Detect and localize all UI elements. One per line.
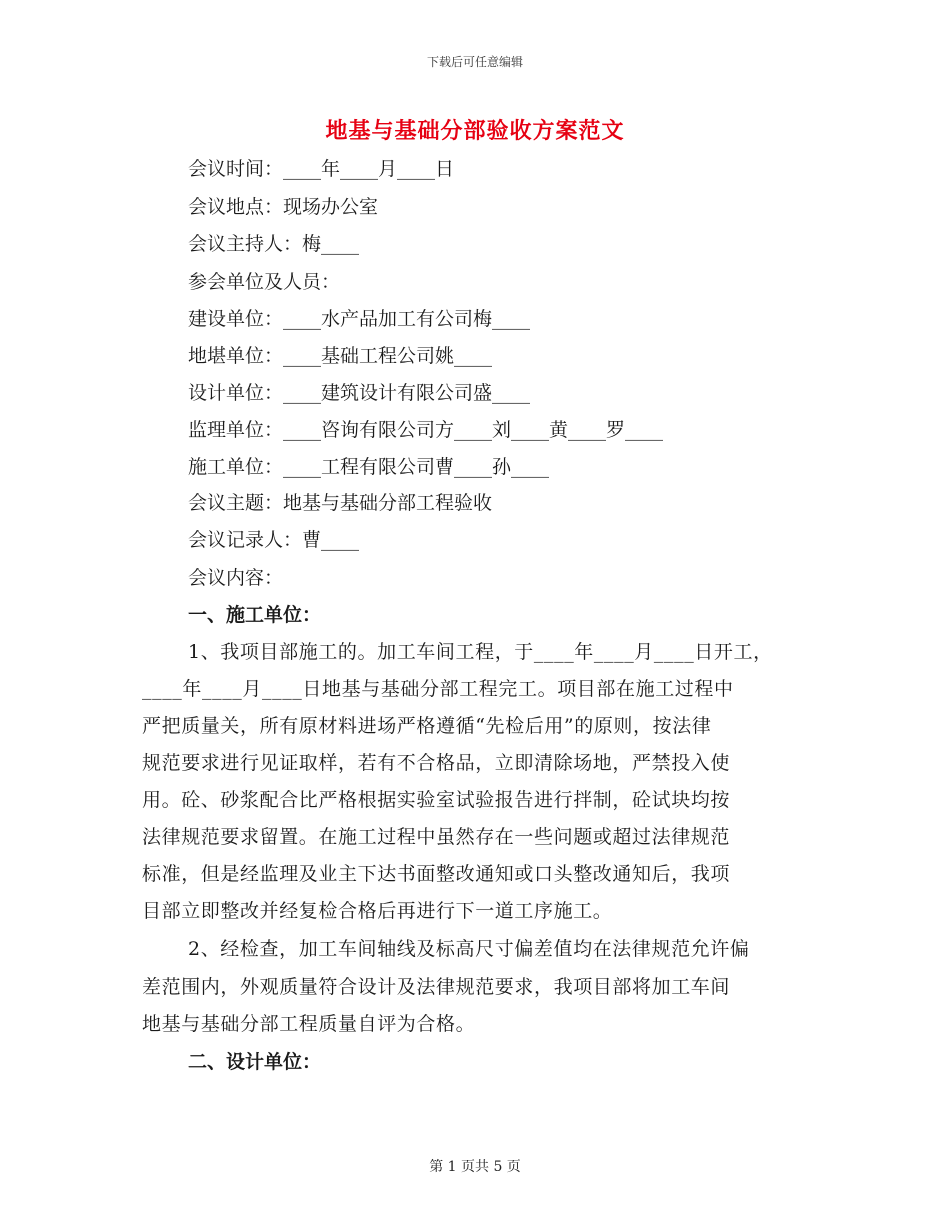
document-title: 地基与基础分部验收方案范文 — [325, 118, 625, 144]
section-heading-construction: 一、施工单位： — [188, 604, 322, 626]
section-heading-design: 二、设计单位： — [188, 1051, 322, 1073]
paragraph-line: 目部立即整改并经复检合格后再进行下一道工序施工。 — [142, 900, 613, 922]
paragraph-line: 用。砼、砂浆配合比严格根据实验室试验报告进行拌制，砼试块均按 — [142, 789, 731, 811]
meeting-time: 会议时间：____年____月____日 — [188, 158, 455, 180]
meeting-topic: 会议主题：地基与基础分部工程验收 — [188, 492, 493, 514]
paragraph-line: 地基与基础分部工程质量自评为合格。 — [142, 1013, 476, 1035]
paragraph-line: ____年____月____日地基与基础分部工程完工。项目部在施工过程中 — [142, 678, 734, 700]
paragraph-line: 1、我项目部施工的。加工车间工程，于____年____月____日开工， — [188, 641, 773, 663]
header-note: 下载后可任意编辑 — [426, 55, 523, 69]
page-number: 第 1 页共 5 页 — [429, 1159, 521, 1175]
meeting-recorder: 会议记录人：曹____ — [188, 529, 360, 551]
paragraph-line: 规范要求进行见证取样，若有不合格品，立即清除场地，严禁投入使 — [142, 752, 731, 774]
survey-unit: 地堪单位：____基础工程公司姚____ — [188, 345, 493, 367]
construction-unit: 施工单位：____工程有限公司曹____孙____ — [188, 456, 550, 478]
paragraph-line: 严把质量关，所有原材料进场严格遵循“先检后用”的原则，按法律 — [142, 715, 712, 737]
paragraph-line: 法律规范要求留置。在施工过程中虽然存在一些问题或超过法律规范 — [142, 826, 731, 848]
meeting-host: 会议主持人：梅____ — [188, 233, 360, 255]
meeting-content-label: 会议内容： — [188, 567, 284, 589]
meeting-location: 会议地点：现场办公室 — [188, 196, 379, 218]
paragraph-line: 差范围内，外观质量符合设计及法律规范要求，我项目部将加工车间 — [142, 976, 731, 998]
supervision-unit: 监理单位：____咨询有限公司方____刘____黄____罗____ — [188, 419, 664, 441]
owner-unit: 建设单位：____水产品加工有公司梅____ — [188, 308, 531, 330]
design-unit: 设计单位：____建筑设计有限公司盛____ — [188, 382, 531, 404]
paragraph-line: 2、经检查，加工车间轴线及标高尺寸偏差值均在法律规范允许偏 — [188, 938, 750, 960]
paragraph-line: 标准，但是经监理及业主下达书面整改通知或口头整改通知后，我项 — [142, 863, 731, 885]
attendees-label: 参会单位及人员： — [188, 271, 341, 293]
